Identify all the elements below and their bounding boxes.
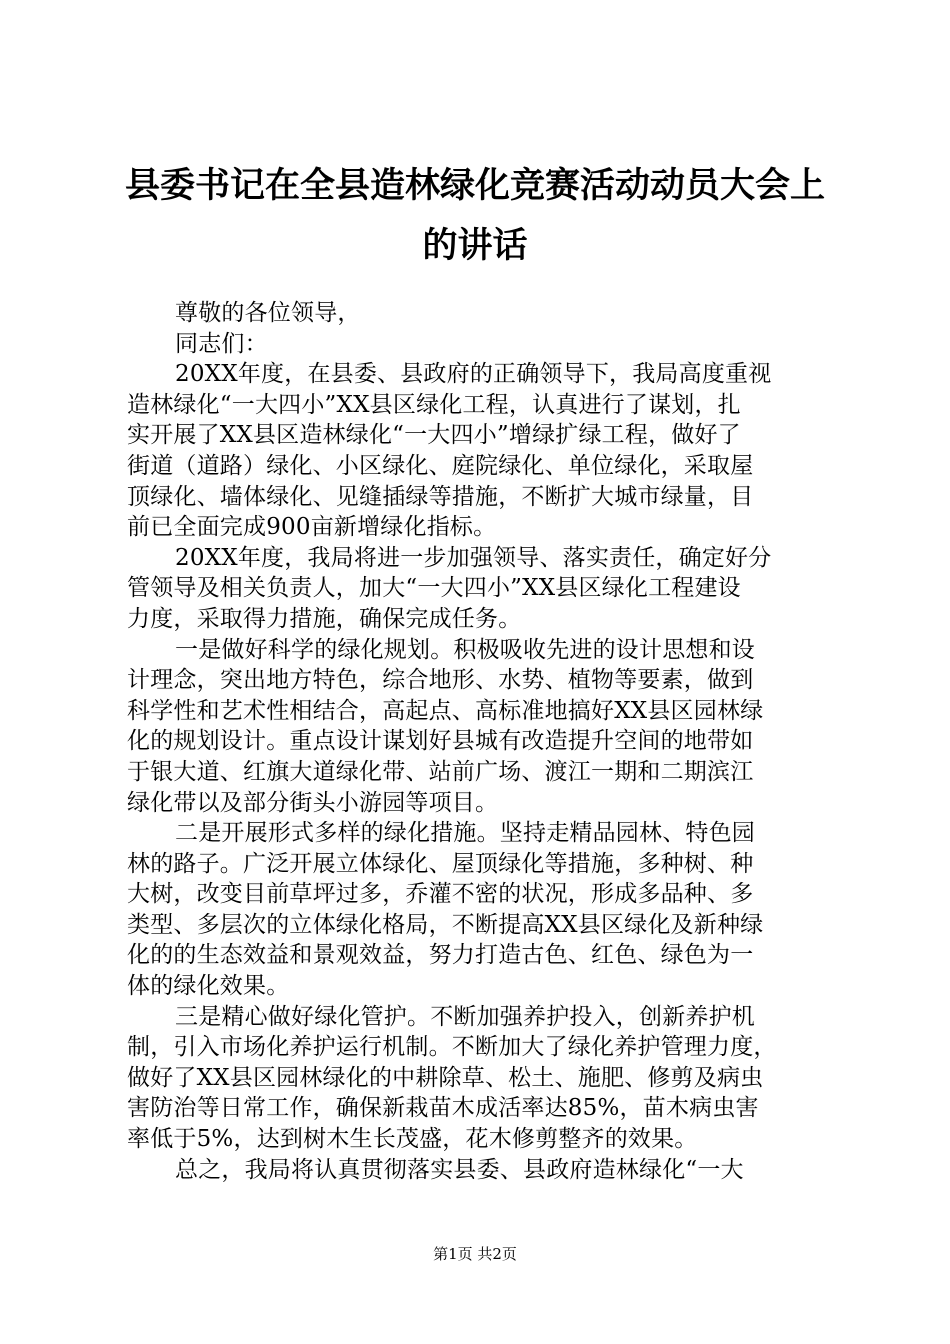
body-line: 大树，改变目前草坪过多，乔灌不密的状况，形成多品种、多: [127, 881, 754, 908]
body-line: 一是做好科学的绿化规划。积极吸收先进的设计思想和设: [175, 636, 755, 663]
body-line: 化的的生态效益和景观效益，努力打造古色、红色、绿色为一: [127, 942, 754, 969]
body-line: 于银大道、红旗大道绿化带、站前广场、渡江一期和二期滨江: [127, 758, 754, 785]
body-line: 化的规划设计。重点设计谋划好县城有改造提升空间的地带如: [127, 728, 754, 755]
body-line: 林的路子。广泛开展立体绿化、屋顶绿化等措施，多种树、种: [127, 850, 754, 877]
page-footer: 第1页 共2页: [433, 1245, 517, 1263]
body-line: 实开展了XX县区造林绿化“一大四小”增绿扩绿工程，做好了: [127, 422, 741, 449]
body-line: 20XX年度，在县委、县政府的正确领导下，我局高度重视: [175, 361, 772, 388]
body-line: 二是开展形式多样的绿化措施。坚持走精品园林、特色园: [175, 820, 755, 847]
document-title: [110, 156, 840, 276]
body-line: 街道（道路）绿化、小区绿化、庭院绿化、单位绿化，采取屋: [127, 452, 754, 479]
document-body: [127, 298, 827, 1185]
body-line: 计理念，突出地方特色，综合地形、水势、植物等要素，做到: [127, 667, 754, 694]
body-line: 顶绿化、墙体绿化、见缝插绿等措施，不断扩大城市绿量，目: [127, 483, 754, 510]
body-line: 害防治等日常工作，确保新栽苗木成活率达85%，苗木病虫害: [127, 1095, 759, 1122]
body-line: 体的绿化效果。: [127, 973, 290, 1000]
body-line: 20XX年度，我局将进一步加强领导、落实责任，确定好分: [175, 544, 772, 571]
body-line: 管领导及相关负责人，加大“一大四小”XX县区绿化工程建设: [127, 575, 741, 602]
body-line: 类型、多层次的立体绿化格局，不断提高XX县区绿化及新种绿: [127, 911, 764, 938]
body-line: 总之，我局将认真贯彻落实县委、县政府造林绿化“一大: [175, 1156, 744, 1183]
body-line: 造林绿化“一大四小”XX县区绿化工程，认真进行了谋划，扎: [127, 391, 741, 418]
title-line: 县委书记在全县造林绿化竞赛活动动员大会上: [124, 166, 825, 206]
title-line: 的讲话: [422, 226, 528, 266]
body-line: 绿化带以及部分街头小游园等项目。: [127, 789, 499, 816]
body-line: 力度，采取得力措施，确保完成任务。: [127, 605, 522, 632]
body-line: 率低于5%，达到树木生长茂盛，花木修剪整齐的效果。: [127, 1126, 698, 1153]
body-line: 尊敬的各位领导，: [175, 300, 361, 326]
body-line: 前已全面完成900亩新增绿化指标。: [127, 514, 497, 541]
body-line: 制，引入市场化养护运行机制。不断加大了绿化养护管理力度，: [127, 1034, 777, 1061]
body-line: 同志们：: [175, 330, 268, 357]
body-line: 做好了XX县区园林绿化的中耕除草、松土、施肥、修剪及病虫: [127, 1064, 764, 1091]
body-line: 三是精心做好绿化管护。不断加强养护投入，创新养护机: [175, 1003, 755, 1030]
body-line: 科学性和艺术性相结合，高起点、高标准地搞好XX县区园林绿: [127, 697, 764, 724]
